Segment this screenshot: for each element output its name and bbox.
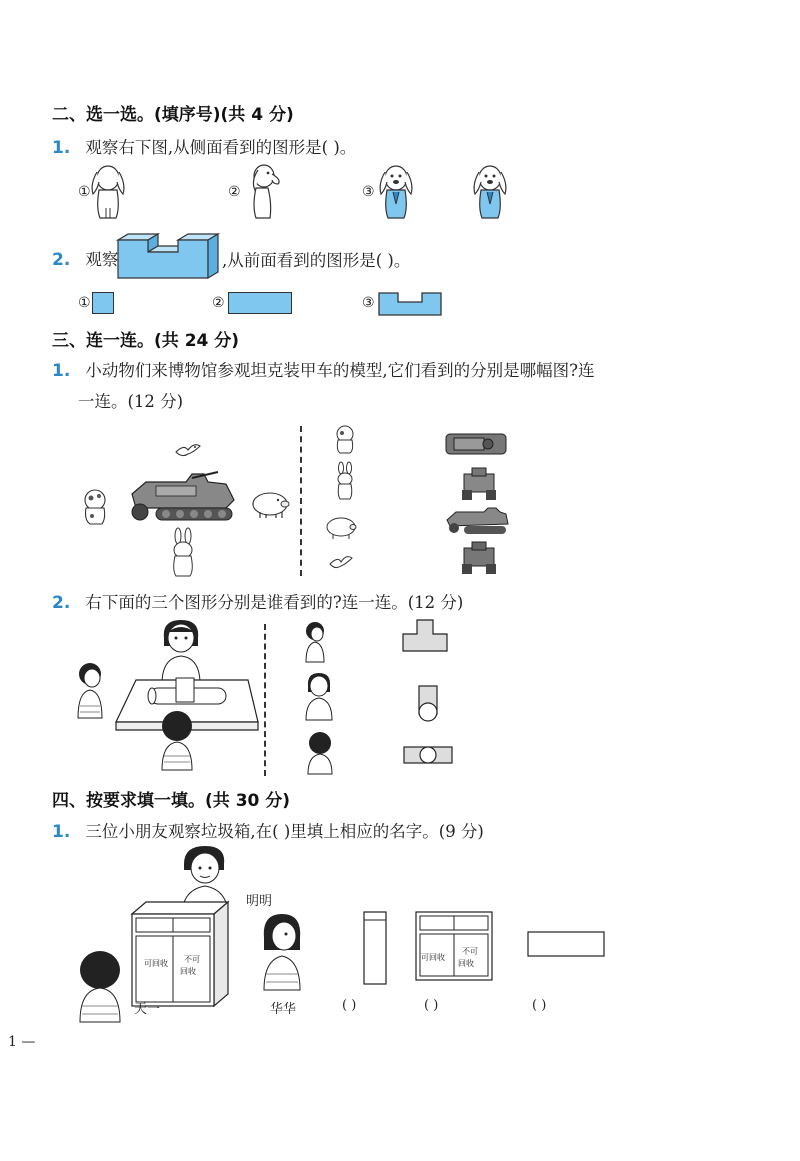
s3-q2-text: 右下面的三个图形分别是谁看到的?连一连。(12 分)	[85, 593, 464, 612]
rabbit-icon	[166, 528, 200, 578]
boy-back-icon	[158, 710, 196, 772]
s2-q2-text-before: 观察	[85, 250, 119, 269]
answer-blank-3[interactable]: ( )	[532, 998, 547, 1013]
car-top-view-icon	[444, 430, 508, 458]
tshape-view-icon	[400, 618, 450, 654]
s3-q1	[52, 357, 594, 381]
bin-label-nonrecyclable-1: 不可	[184, 955, 200, 964]
dog-side-view-icon	[242, 160, 282, 222]
s2-q1-option-3-label: ③	[362, 184, 375, 200]
bin-label-recyclable: 可回收	[144, 959, 168, 968]
circle-rect-view-icon	[402, 744, 454, 766]
page-number: 1 —	[8, 1034, 36, 1050]
trash-bin-3d-icon	[130, 900, 230, 1010]
s2-q2-number: 2.	[52, 250, 71, 270]
car-side-view-icon	[444, 506, 510, 536]
boy-left-side-icon	[76, 662, 104, 720]
dog-back-view-icon	[88, 160, 128, 222]
section-3-title: 三、连一连。(共 24 分)	[52, 331, 240, 351]
s3-q2-number: 2.	[52, 593, 71, 613]
huahua-name: 华华	[270, 1002, 297, 1017]
bin-scene	[72, 846, 612, 1026]
s3-q1-line2: 一连。(12 分)	[78, 392, 184, 411]
s4-q1-text: 三位小朋友观察垃圾箱,在( )里填上相应的名字。(9 分)	[85, 822, 484, 841]
s2-q2-option-3-label: ③	[362, 295, 375, 311]
tank-scene	[78, 420, 530, 580]
dog-front-view-icon	[376, 160, 416, 222]
s4-q1	[52, 818, 484, 842]
car-back-view-icon	[460, 540, 498, 576]
girl-icon	[158, 618, 204, 684]
s2-q1-text: 观察右下图,从侧面看到的图形是( )。	[85, 138, 357, 157]
dog-reference-icon	[470, 160, 510, 222]
dog-icon	[78, 486, 112, 526]
boy-back-small-icon	[306, 732, 334, 774]
car-front-view-icon	[460, 466, 498, 502]
bin-top-view-icon	[526, 930, 606, 958]
s2-q2-option-1-square	[92, 292, 114, 314]
bird-small-icon	[328, 552, 354, 574]
s3-q1-number: 1.	[52, 361, 71, 381]
front-view-label-recyclable: 可回收	[421, 953, 445, 962]
u-block-3d-icon	[114, 232, 220, 280]
tianyi-icon	[76, 950, 124, 1022]
s3-q2	[52, 589, 463, 613]
divider	[264, 624, 266, 776]
cylinder-end-view-icon	[416, 684, 440, 724]
section-2-title: 二、选一选。(填序号)(共 4 分)	[52, 105, 294, 125]
bin-front-view-icon	[414, 910, 494, 982]
s2-q1-option-1-label: ①	[78, 184, 91, 200]
s2-q2-text-after: ,从前面看到的图形是( )。	[222, 251, 411, 270]
pig-small-icon	[324, 516, 358, 540]
bin-side-view-icon	[362, 910, 388, 986]
front-view-label-nonrecyclable-2: 回收	[458, 959, 474, 968]
section-4-title: 四、按要求填一填。(共 30 分)	[52, 791, 291, 811]
armored-car-side-icon	[126, 470, 238, 524]
mingming-name: 明明	[246, 894, 273, 909]
s4-q1-number: 1.	[52, 822, 71, 842]
s2-q1	[52, 134, 356, 158]
s2-q2-option-1-label: ①	[78, 295, 91, 311]
s2-q2-option-2-label: ②	[212, 295, 225, 311]
divider	[300, 426, 302, 576]
bin-label-nonrecyclable-2: 回收	[180, 967, 196, 976]
girl-small-icon	[304, 672, 334, 720]
s3-q1-line1: 小动物们来博物馆参观坦克装甲车的模型,它们看到的分别是哪幅图?连	[85, 361, 595, 380]
boy-side-small-icon	[304, 622, 326, 662]
s2-q2-option-2-rectangle	[228, 292, 292, 314]
s2-q2-option-3-u-shape	[378, 292, 442, 316]
table-scene	[72, 618, 542, 778]
huahua-icon	[260, 910, 304, 990]
rabbit-small-icon	[332, 462, 358, 500]
pig-icon	[250, 490, 290, 520]
tianyi-name: 天一	[134, 1002, 161, 1017]
s2-q1-number: 1.	[52, 138, 71, 158]
bird-icon	[174, 440, 202, 462]
front-view-label-nonrecyclable-1: 不可	[462, 947, 478, 956]
answer-blank-1[interactable]: ( )	[342, 998, 357, 1013]
answer-blank-2[interactable]: ( )	[424, 998, 439, 1013]
s2-q2	[52, 246, 118, 270]
dog-small-icon	[332, 424, 358, 454]
s2-q1-option-2-label: ②	[228, 184, 241, 200]
